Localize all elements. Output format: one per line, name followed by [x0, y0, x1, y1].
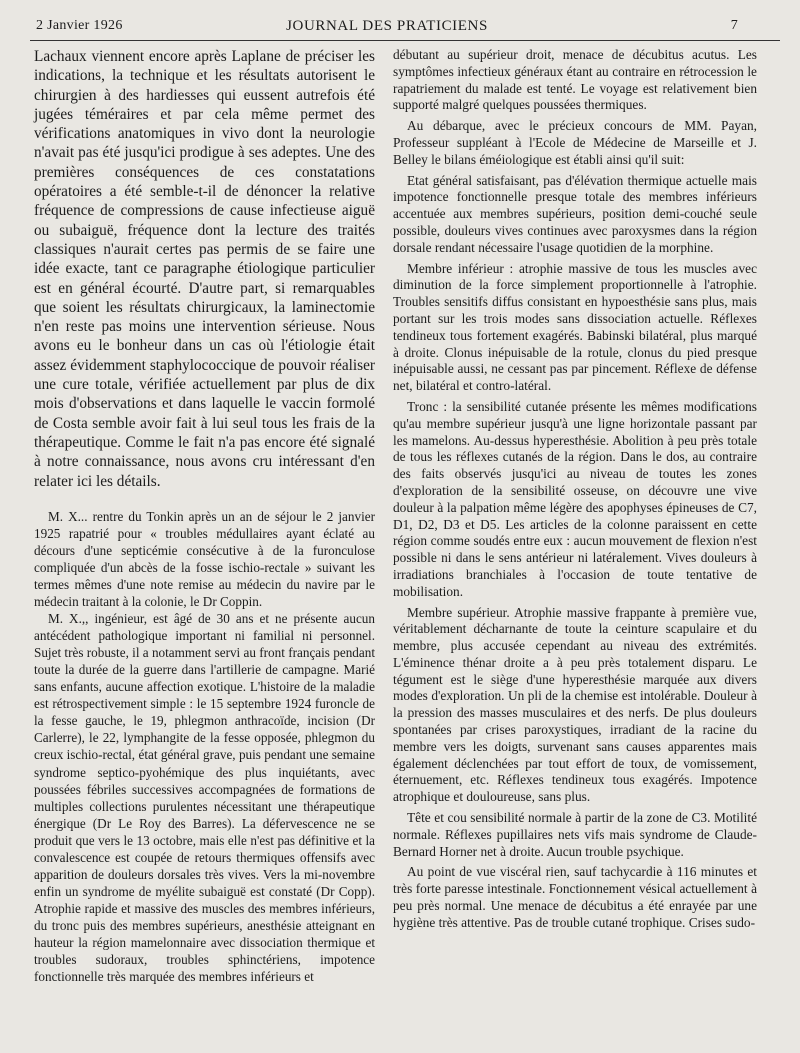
case-paragraph-1: M. X... rentre du Tonkin après un an de séjour le 2 janvier 1925 rapatrié pour « troubles médullaires ayant éclaté au décours d'une septicémie consécutive à de la furonculose compliquée d'un abcès de la fosse ischio-rectale » suivant les termes mêmes d'une note remise au médecin du navire par le médecin traitant à la colonie, le Dr Coppin. — [34, 508, 375, 610]
lead-paragraph: Lachaux viennent encore après Laplane de préciser les indications, la technique et les résultats autorisent le chirurgien à des hardiesses qui eussent autrefois été jugées téméraires et par cela même permet des vérifications anatomiques in vivo dont la neurologie n'avait pas été jusqu'ici prodigue à ses adeptes. Une des premières conséquences de ces constatations opératoires a été semble-t-il de dénoncer la relative fréquence de compressions de cause infectieuse aiguë ou subaiguë, fréquence dont la lecture des traités classiques n'aurait certes pas permis de se faire une idée exacte, tant ce paragraphe étiologique particulier est en général écourté. D'autre part, si remarquables que soient les résultats chirurgicaux, la laminectomie n'en reste pas moins une intervention sérieuse. Nous avons eu le bonheur dans un cas où l'étiologie était assez évidemment staphylococcique de pouvoir réaliser une cure totale, vérifiée actuellement par plus de dix mois d'observations et dans laquelle le vaccin formolé de Costa semble avoir fait à lui seul tous les frais de la thérapeutique. Comme le fait n'a pas encore été signalé à notre connaissance, nous avons cru intéressant d'en relater ici les détails. — [34, 48, 375, 490]
paragraph-lower-limb: Membre inférieur : atrophie massive de tous les muscles avec diminution de la force simplement proportionnelle à l'atrophie. Troubles sensitifs diffus consistant en hypoesthésie sans plus, mais portant sur les trois modes sans dissociation actuelle. Réflexes tendineux tous fortement exagérés. Babinski bilatéral, plus marqué à droite. Clonus inépuisable de la rotule, clonus du pied presque inépuisable aussi, ne cessant pas par pincement. Réflexe de défense net, bilatéral et contro-latéral. — [393, 260, 757, 394]
journal-title: JOURNAL DES PRATICIENS — [286, 18, 488, 34]
paragraph-upper-limb: Membre supérieur. Atrophie massive frappante à première vue, véritablement décharnante de toute la ceinture scapulaire et du membre, plus accusée cependant au niveau des extrémités. L'éminence thénar droite a à peu près totalement disparu. Le tégument est le siège d'une hyperesthésie marquée aux divers modes d'exploration. Un pli de la chemise est intolérable. Douleur à la pression des masses musculaires et des nerfs. De plus douleurs spontanées par crises paroxystiques, irradiant de la racine du membre vers les doigts, survenant sans causes apparentes mais également déclenchées par tout effort de toux, de vomissement, éternuement, etc. Réflexes tendineux tous exagérés. Impotence atrophique et douloureuse, sans plus. — [393, 604, 757, 805]
paragraph-visceral: Au point de vue viscéral rien, sauf tachycardie à 116 minutes et très forte paresse intestinale. Fonctionnement vésical actuellement à peu près normal. Une menace de décubitus a été enrayée par une hygiène très attentive. Pas de trouble cutané trophique. Crises sudo- — [393, 864, 757, 930]
paragraph-head-neck: Tête et cou sensibilité normale à partir de la zone de C3. Motilité normale. Réflexes pupillaires nets vifs mais syndrome de Claude-Bernard Horner net à droite. Aucun trouble psychique. — [393, 810, 757, 859]
case-paragraph-2: M. X.,, ingénieur, est âgé de 30 ans et ne présente aucun antécédent pathologique important ni familial ni personnel. Sujet très robuste, il a notamment servi au front français pendant toute la durée de la guerre dans l'artillerie de campagne. Marié sans enfants, aucune affection exotique. L'histoire de la maladie est rétrospectivement simple : le 15 septembre 1924 furoncle de la fesse gauche, le 19, phlegmon anthracoïde, incision (Dr Carlerre), le 22, lymphangite de la fesse opposée, phlegmon du creux ischio-rectal, état général grave, puis pendant une semaine syndrome septico-pyohémique des plus inquiétants, avec poussées fébriles successives accompagnées de formations de multiples collections purulentes nécessitant une thérapeutique énergique (Dr Le Roy des Barres). La défervescence ne se produit que vers le 13 octobre, mais elle n'est pas définitive et la convalescence est coupée de retours thermiques offensifs avec apparition de douleurs dorsales très vives. Vers la mi-novembre enfin un syndrome de myélite subaiguë est constaté (Dr Copp). Atrophie rapide et massive des muscles des membres inférieurs, du tronc puis des membres supérieurs, anesthésie atteignant en hauteur la région mamelonnaire avec dissociation thermique et troubles sudoraux, troubles sphinctériens, impotence fonctionnelle très marquée des membres inférieurs et — [34, 611, 375, 985]
paragraph-general-state: Etat général satisfaisant, pas d'élévation thermique actuelle mais impotence fonctionnelle presque totale des membres inférieurs accentuée aux membres supérieurs, position demi-couché seule possible, douleurs vives continues avec paroxysmes dans la région dorsale rendant nécessaire l'usage quotidien de la morphine. — [393, 172, 757, 255]
paragraph-trunk: Tronc : la sensibilité cutanée présente les mêmes modifications qu'au membre supérieur jusqu'à une ligne horizontale passant par les mamelons. Au-dessus hyperesthésie. Abolition à peu près totale de tous les réflexes cutanés de la région. Dans le dos, au contraire des faits observés jusqu'ici au niveau de toutes les zones d'exploration de la sensibilité osseuse, on découvre une vive douleur à la palpation même légère des apophyses épineuses de C7, D1, D2, D3 et D5. Les articles de la colonne paraissent en cette région comme soudés entre eux : aucun mouvement de flexion n'est possible ni dans le sens antérieur ni latéralement. Vives douleurs à irradiations branchiales à l'occasion de toute tentative de mobilisation. — [393, 398, 757, 599]
page-number: 7 — [730, 18, 738, 33]
paragraph-continuation: débutant au supérieur droit, menace de décubitus acutus. Les symptômes infectieux généraux étant au contraire en rétrocession le rapatriement du malade est tenté. Le voyage est relativement bien supporté malgré quelques poussées thermiques. — [393, 47, 757, 113]
page-header — [36, 18, 738, 36]
lead-section — [34, 47, 375, 491]
paragraph-arrival: Au débarque, avec le précieux concours de MM. Payan, Professeur suppléant à l'Ecole de Médecine de Marseille et J. Belley le bilans éméiologique est établi ainsi qu'il suit: — [393, 118, 757, 167]
right-column — [393, 47, 757, 936]
header-rule — [30, 40, 780, 41]
left-column — [34, 47, 375, 985]
case-report — [34, 508, 375, 985]
header-date: 2 Janvier 1926 — [36, 18, 123, 33]
